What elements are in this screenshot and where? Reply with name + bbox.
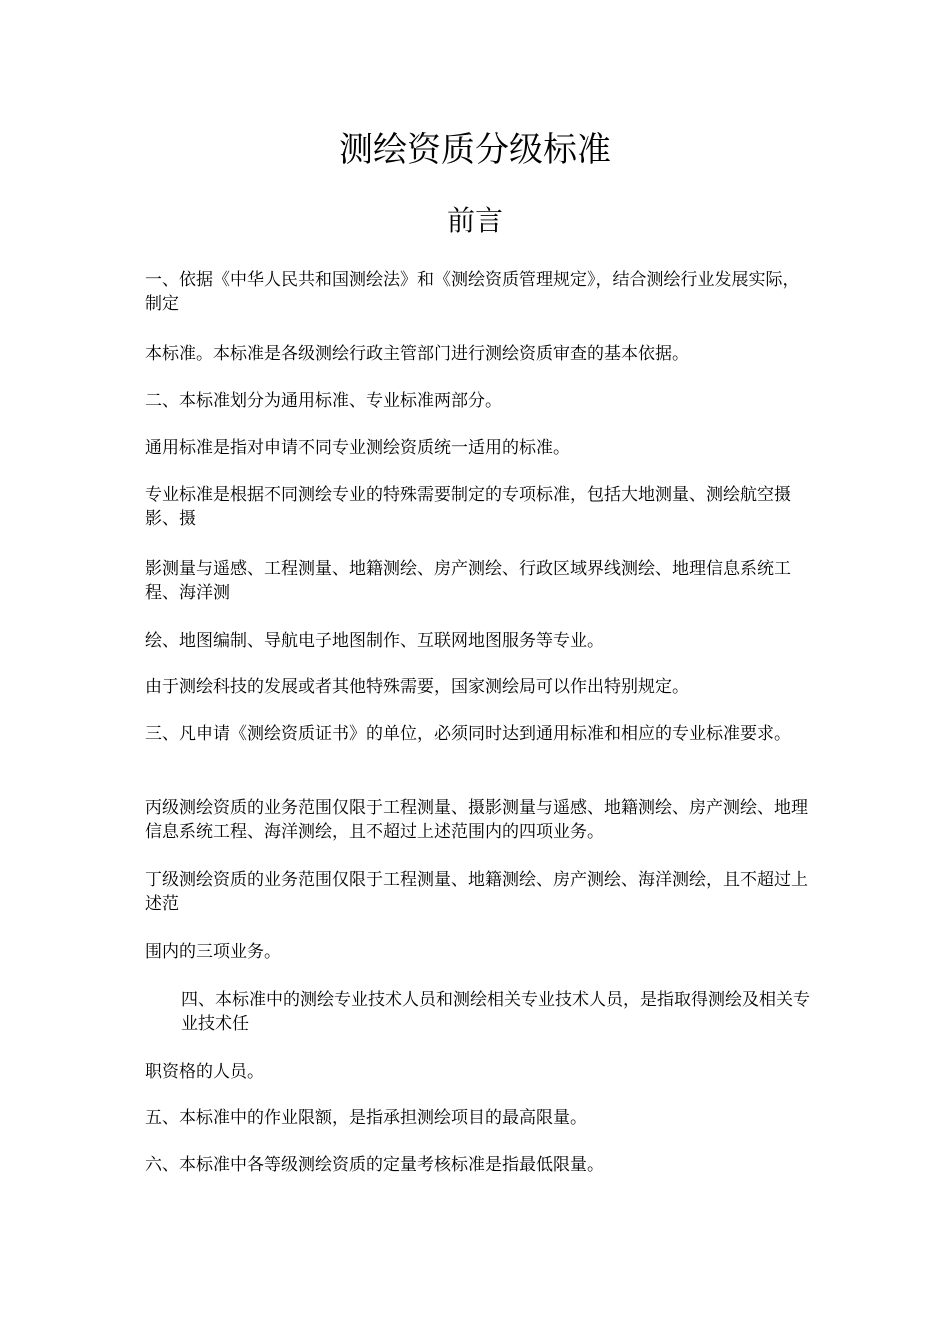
paragraph: 二、本标准划分为通用标准、专业标准两部分。 xyxy=(145,391,502,411)
paragraph: 丁级测绘资质的业务范围仅限于工程测量、地籍测绘、房产测绘、海洋测绘，且不超过上述范 xyxy=(145,870,808,914)
paragraph: 五、本标准中的作业限额，是指承担测绘项目的最高限量。 xyxy=(145,1108,587,1128)
paragraph-indented: 四、本标准中的测绘专业技术人员和测绘相关专业技术人员，是指取得测绘及相关专业技术任 xyxy=(181,990,810,1034)
paragraph: 由于测绘科技的发展或者其他特殊需要，国家测绘局可以作出特别规定。 xyxy=(145,677,689,697)
paragraph: 职资格的人员。 xyxy=(145,1062,264,1082)
paragraph: 通用标准是指对申请不同专业测绘资质统一适用的标准。 xyxy=(145,438,570,458)
paragraph: 一、依据《中华人民共和国测绘法》和《测绘资质管理规定》，结合测绘行业发展实际，制定 xyxy=(145,270,800,314)
paragraph: 丙级测绘资质的业务范围仅限于工程测量、摄影测量与遥感、地籍测绘、房产测绘、地理信息系统工程、海洋测绘，且不超过上述范围内的四项业务。 xyxy=(145,798,808,842)
document-subtitle: 前言 xyxy=(446,204,503,237)
paragraph: 本标准。本标准是各级测绘行政主管部门进行测绘资质审查的基本依据。 xyxy=(145,344,689,364)
paragraph: 绘、地图编制、导航电子地图制作、互联网地图服务等专业。 xyxy=(145,631,604,651)
paragraph: 围内的三项业务。 xyxy=(145,942,281,962)
paragraph: 专业标准是根据不同测绘专业的特殊需要制定的专项标准，包括大地测量、测绘航空摄影、摄 xyxy=(145,485,791,529)
paragraph: 六、本标准中各等级测绘资质的定量考核标准是指最低限量。 xyxy=(145,1155,604,1175)
paragraph: 影测量与遥感、工程测量、地籍测绘、房产测绘、行政区域界线测绘、地理信息系统工程、海洋测 xyxy=(145,559,791,603)
document-title: 测绘资质分级标准 xyxy=(339,130,611,170)
paragraph: 三、凡申请《测绘资质证书》的单位，必须同时达到通用标准和相应的专业标准要求。 xyxy=(145,724,791,744)
